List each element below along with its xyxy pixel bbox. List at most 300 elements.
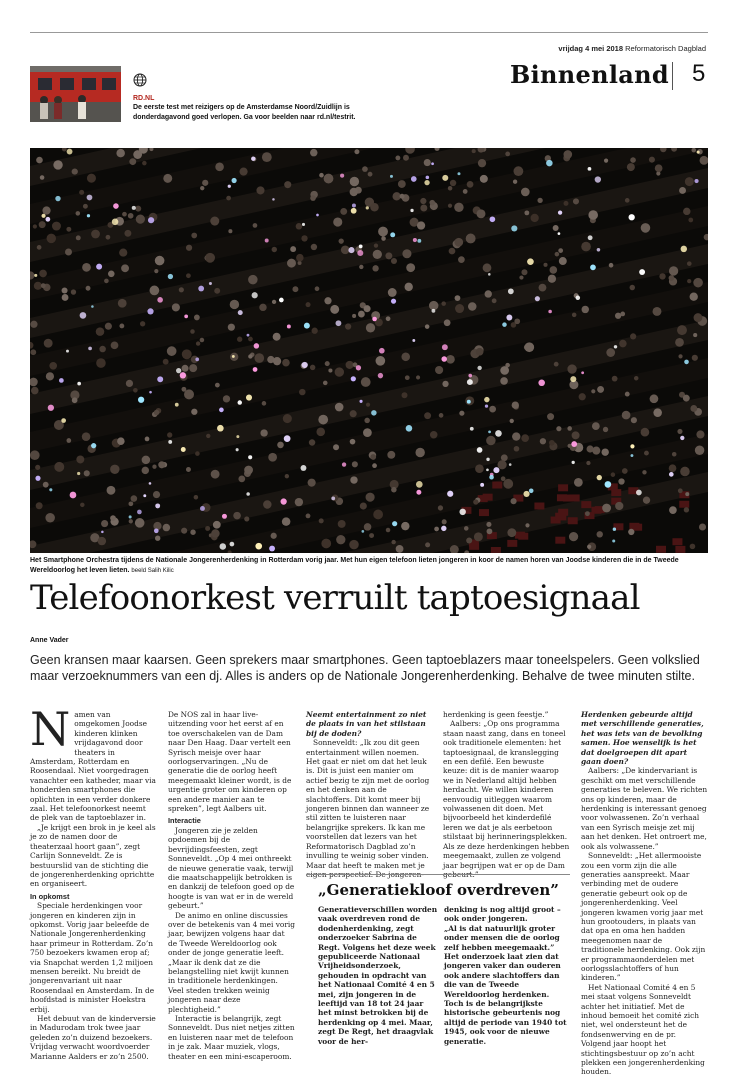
phone-light xyxy=(614,345,617,348)
audience-head xyxy=(476,348,484,356)
phone-light xyxy=(477,366,481,370)
phone-light xyxy=(129,515,132,518)
paragraph: Generatieverschillen worden vaak overdreven rond de dodenherdenking, zegt onderzoeker Sabrina de Regt. Volgens het deze week gepubliceerde Nationaal Vrijheidsonderzoek, gehouden in opdracht van het Nationaal Comité 4 en 5 mei, zijn jongeren in de leeftijd van 18 tot 24 jaar het minst betrokken bij de herdenking op 4 mei. Maar, zegt De Regt, het draagvlak voor de her- xyxy=(318,905,438,1046)
audience-head xyxy=(385,252,392,259)
audience-head xyxy=(444,319,451,326)
phone-light xyxy=(535,296,540,301)
phone-light xyxy=(605,481,612,488)
audience-head xyxy=(163,359,169,365)
section-title: Binnenland xyxy=(510,60,669,89)
audience-head xyxy=(690,405,697,412)
audience-head xyxy=(514,446,520,452)
phone-light xyxy=(181,447,186,452)
audience-head xyxy=(625,392,630,397)
phone-light xyxy=(488,430,491,433)
article-lead: Geen kransen maar kaarsen. Geen sprekers maar smartphones. Geen taptoeblazers maar toneelspelers. Geen volkslied maar verzoeknummers van een dj. Alles is anders op de Nationale Jongerenherdenking. Behalve de twee minuten stilte. xyxy=(30,653,700,683)
phone-light xyxy=(87,195,93,201)
paragraph: Het onderzoek laat zien dat jongeren vaker dan ouderen ook andere slachtoffers dan die van de Tweede Wereldoorlog herdenken. Toch is de belangrijkste historische gebeurtenis nog altijd de periode van 1940 tot 1945, ook voor de nieuwe generatie. xyxy=(444,952,567,1046)
audience-head xyxy=(310,149,317,156)
audience-head xyxy=(603,427,608,432)
audience-head xyxy=(76,235,81,240)
audience-head xyxy=(512,401,519,408)
audience-head xyxy=(287,259,296,268)
seat xyxy=(483,494,493,501)
audience-head xyxy=(539,284,547,292)
phone-light xyxy=(91,305,94,308)
audience-head xyxy=(466,234,476,244)
audience-head xyxy=(111,341,119,349)
audience-head xyxy=(296,254,304,262)
audience-head xyxy=(182,349,192,359)
audience-head xyxy=(129,519,133,523)
audience-head xyxy=(378,227,388,237)
audience-head xyxy=(505,152,510,157)
audience-head xyxy=(71,289,76,294)
paragraph: denking is nog altijd groot – ook onder jongeren. xyxy=(444,905,561,924)
audience-head xyxy=(693,333,697,337)
paragraph: Het debuut van de kinderversie in Madurodam trok twee jaar geleden zo’n duizend bezoekers. Vrijdag verwacht woordvoerder Marianne Aalders er zo’n 2500. xyxy=(30,1014,156,1061)
seat xyxy=(629,523,639,530)
audience-head xyxy=(628,529,634,535)
audience-head xyxy=(630,285,635,290)
seat xyxy=(491,547,501,553)
audience-head xyxy=(693,278,703,288)
seat xyxy=(563,495,573,502)
audience-head xyxy=(642,470,646,474)
audience-head xyxy=(700,156,708,165)
phone-light xyxy=(490,216,496,222)
phone-light xyxy=(304,323,310,329)
audience-head xyxy=(450,180,456,186)
audience-head xyxy=(374,244,378,248)
phone-light xyxy=(588,235,593,240)
audience-head xyxy=(677,429,682,434)
audience-head xyxy=(366,493,375,502)
audience-head xyxy=(54,462,64,472)
audience-head xyxy=(312,328,318,334)
audience-head xyxy=(117,437,125,445)
audience-head xyxy=(464,550,469,553)
audience-head xyxy=(62,148,67,151)
audience-head xyxy=(400,194,405,199)
audience-head xyxy=(615,502,623,510)
audience-head xyxy=(684,507,689,512)
phone-light xyxy=(630,444,634,448)
audience-head xyxy=(129,501,134,506)
audience-head xyxy=(46,372,54,380)
paper-name: Reformatorisch Dagblad xyxy=(625,44,706,53)
audience-head xyxy=(402,249,411,258)
audience-head xyxy=(44,339,53,348)
phone-light xyxy=(442,175,448,181)
seat xyxy=(656,546,666,553)
audience-head xyxy=(228,324,235,331)
audience-head xyxy=(72,397,78,403)
phone-light xyxy=(613,528,616,531)
audience-head xyxy=(354,149,359,154)
phone-light xyxy=(529,489,534,494)
audience-head xyxy=(82,263,91,272)
audience-head xyxy=(391,487,397,493)
interview-question: Herdenken gebeurde altijd met verschillende generaties, het was iets van de bevolking samen. Hoe wenselijk is het dat doelgroepen dit apart gaan doen? xyxy=(581,710,704,767)
phone-light xyxy=(359,400,362,403)
audience-head xyxy=(424,412,431,419)
audience-head xyxy=(554,362,559,367)
audience-head xyxy=(688,218,693,223)
audience-head xyxy=(36,157,43,164)
phone-light xyxy=(459,509,465,515)
phone-light xyxy=(252,292,258,298)
audience-head xyxy=(233,512,241,520)
audience-head xyxy=(105,323,112,330)
audience-head xyxy=(429,200,435,206)
audience-head xyxy=(588,210,598,220)
audience-head xyxy=(136,214,145,223)
audience-head xyxy=(687,279,691,283)
audience-head xyxy=(172,303,180,311)
audience-head xyxy=(104,279,109,284)
audience-head xyxy=(325,361,330,366)
audience-head xyxy=(477,209,486,218)
audience-head xyxy=(369,533,374,538)
audience-head xyxy=(316,428,325,437)
audience-head xyxy=(128,213,134,219)
audience-head xyxy=(306,302,311,307)
audience-head xyxy=(480,175,488,183)
phone-light xyxy=(302,362,308,368)
audience-head xyxy=(591,389,595,393)
audience-head xyxy=(537,198,542,203)
audience-head xyxy=(558,248,563,253)
audience-head xyxy=(119,249,127,257)
audience-head xyxy=(39,221,46,228)
phone-light xyxy=(639,269,645,275)
audience-head xyxy=(311,244,317,250)
phone-light xyxy=(412,339,415,342)
audience-head xyxy=(370,203,379,212)
phone-light xyxy=(361,530,364,533)
audience-head xyxy=(446,355,455,364)
phone-light xyxy=(572,461,575,464)
audience-head xyxy=(124,230,131,237)
phone-light xyxy=(372,317,377,322)
audience-head xyxy=(441,301,446,306)
audience-head xyxy=(627,163,635,171)
audience-head xyxy=(679,187,686,194)
article-column-2 xyxy=(168,710,295,1061)
phone-light xyxy=(486,458,489,461)
phone-light xyxy=(379,348,385,354)
phone-light xyxy=(168,274,173,279)
audience-head xyxy=(142,161,146,165)
audience-head xyxy=(391,540,395,544)
audience-head xyxy=(514,318,520,324)
phone-light xyxy=(222,514,227,519)
audience-head xyxy=(363,428,372,437)
audience-head xyxy=(401,392,407,398)
phone-light xyxy=(316,214,319,217)
audience-head xyxy=(333,217,342,226)
seat xyxy=(469,543,479,550)
audience-head xyxy=(386,528,391,533)
audience-head xyxy=(500,377,508,385)
audience-head xyxy=(606,348,615,357)
audience-head xyxy=(643,497,650,504)
phone-light xyxy=(219,408,224,413)
audience-head xyxy=(186,245,192,251)
audience-head xyxy=(669,464,677,472)
audience-head xyxy=(340,208,347,215)
section-divider xyxy=(672,62,673,90)
audience-head xyxy=(350,177,359,186)
audience-head xyxy=(324,297,331,304)
phone-light xyxy=(359,245,363,249)
phone-light xyxy=(684,360,689,365)
phone-light xyxy=(200,506,205,511)
audience-head xyxy=(486,436,495,445)
phone-light xyxy=(45,217,50,222)
audience-head xyxy=(521,269,527,275)
phone-light xyxy=(246,394,252,400)
audience-head xyxy=(563,150,572,159)
audience-head xyxy=(309,439,315,445)
audience-head xyxy=(669,266,678,275)
audience-head xyxy=(30,450,40,460)
audience-head xyxy=(339,238,344,243)
article-author: Anne Vader xyxy=(30,637,69,644)
audience-head xyxy=(135,206,141,212)
audience-head xyxy=(501,454,508,461)
audience-head xyxy=(500,366,509,375)
audience-head xyxy=(62,287,68,293)
phone-light xyxy=(391,299,396,304)
audience-head xyxy=(292,286,298,292)
audience-head xyxy=(442,519,447,524)
phone-light xyxy=(506,315,512,321)
phone-light xyxy=(88,347,92,351)
audience-head xyxy=(253,223,258,228)
audience-head xyxy=(691,148,696,152)
audience-head xyxy=(618,478,624,484)
dateline xyxy=(558,44,706,53)
audience-head xyxy=(486,522,491,527)
phone-light xyxy=(238,400,242,404)
audience-head xyxy=(346,361,354,369)
page-number: 5 xyxy=(692,60,706,87)
audience-head xyxy=(567,364,576,373)
audience-head xyxy=(84,470,90,476)
sidebar-column-1 xyxy=(318,905,438,1046)
phone-light xyxy=(352,204,356,208)
phone-light xyxy=(61,418,66,423)
phone-light xyxy=(426,176,430,180)
audience-head xyxy=(53,160,62,169)
phone-light xyxy=(138,397,144,403)
audience-head xyxy=(669,506,677,514)
audience-head xyxy=(602,504,611,513)
audience-head xyxy=(434,148,439,151)
paragraph: Interactie is belangrijk, zegt Sonneveldt. Dus niet netjes zitten en luisteren naar met de telefoon in je zak. Maar muziek, vlogs, theater en een mini-escaperoom. xyxy=(168,1014,295,1061)
phone-light xyxy=(467,379,473,385)
audience-head xyxy=(181,528,187,534)
audience-head xyxy=(295,498,303,506)
audience-head xyxy=(513,166,523,176)
subheading: Interactie xyxy=(168,816,201,826)
audience-head xyxy=(360,502,367,509)
audience-head xyxy=(463,189,468,194)
audience-head xyxy=(352,314,356,318)
audience-head xyxy=(226,196,231,201)
phone-light xyxy=(630,454,633,457)
audience-head xyxy=(387,451,395,459)
audience-head xyxy=(420,205,427,212)
seat xyxy=(581,501,591,508)
audience-head xyxy=(30,349,36,355)
audience-head xyxy=(47,234,56,243)
phone-light xyxy=(468,374,472,378)
phone-light xyxy=(217,425,224,432)
issue-date: vrijdag 4 mei 2018 xyxy=(558,44,624,53)
audience-head xyxy=(238,475,245,482)
audience-head xyxy=(196,341,200,345)
audience-head xyxy=(350,410,357,417)
audience-head xyxy=(586,461,590,465)
audience-head xyxy=(283,414,292,423)
audience-head xyxy=(256,186,264,194)
audience-head xyxy=(430,431,438,439)
phone-light xyxy=(527,258,534,265)
audience-head xyxy=(282,517,291,526)
phone-light xyxy=(416,481,423,488)
audience-head xyxy=(110,465,119,474)
phone-light xyxy=(392,521,397,526)
phone-light xyxy=(48,405,54,411)
audience-head xyxy=(373,250,382,259)
phone-light xyxy=(681,246,687,252)
phone-light xyxy=(411,176,417,182)
audience-head xyxy=(685,492,689,496)
teaser-text[interactable]: De eerste test met reizigers op de Amsterdamse Noord/Zuidlijn is donderdagavond goed verlopen. Ga voor beelden naar rd.nl/testrit. xyxy=(133,104,356,121)
audience-head xyxy=(140,321,145,326)
phone-light xyxy=(588,167,592,171)
audience-head xyxy=(581,242,591,252)
phone-light xyxy=(416,490,421,495)
audience-head xyxy=(592,422,600,430)
phone-light xyxy=(636,490,642,496)
audience-head xyxy=(80,503,84,507)
top-rule xyxy=(30,32,708,33)
audience-head xyxy=(310,365,315,370)
audience-head xyxy=(273,357,281,365)
audience-head xyxy=(350,188,358,196)
audience-head xyxy=(106,235,111,240)
audience-head xyxy=(158,461,165,468)
phone-light xyxy=(236,435,239,438)
audience-head xyxy=(30,342,33,349)
paragraph: „Al is dat natuurlijk groter onder mensen die de oorlog zelf hebben meegemaakt.” xyxy=(444,923,560,952)
phone-light xyxy=(571,441,577,447)
audience-head xyxy=(330,305,339,314)
audience-head xyxy=(350,439,356,445)
phone-light xyxy=(236,448,239,451)
paragraph: De animo en online discussies over de betekenis van 4 mei vorig jaar, bewijzen volgens haar dat de Tweede Wereldoorlog ook onder de jonge generatie leeft. „Maar ik denk dat ze die belangstelling niet kwijt kunnen in traditionele herdenkingen. Veel steden trekken weinig jongeren naar deze plechtigheid.” xyxy=(168,910,295,1014)
audience-head xyxy=(425,324,430,329)
audience-head xyxy=(72,168,78,174)
audience-head xyxy=(678,354,682,358)
audience-head xyxy=(190,530,195,535)
audience-head xyxy=(328,368,332,372)
phone-light xyxy=(284,435,291,442)
audience-head xyxy=(215,163,224,172)
audience-head xyxy=(87,174,96,183)
audience-head xyxy=(373,510,383,520)
audience-head xyxy=(248,275,258,285)
audience-head xyxy=(459,411,464,416)
audience-head xyxy=(420,198,426,204)
audience-head xyxy=(122,212,127,217)
audience-head xyxy=(284,181,291,188)
audience-head xyxy=(119,324,124,329)
phone-light xyxy=(157,376,163,382)
audience-head xyxy=(467,181,474,188)
audience-head xyxy=(620,312,625,317)
audience-head xyxy=(99,346,106,353)
teaser-label[interactable]: RD.NL xyxy=(133,95,155,102)
paragraph: Aalbers: „Op ons programma staan naast zang, dans en toneel ook traditionele elementen: het taptoesignaal, de kranslegging en een defilé. Een bewuste keuze: dit is de manier waarop we in Nederland altijd hebben herdacht. We willen kinderen eenvoudig uitleggen waarom volwassenen dit doen. Met bijvoorbeeld het kinderdefilé leren we dat je als eerbetoon stilstaat bij herinneringsplekken. Als ze deze herdenkingen hebben meegemaakt, zullen ze volgend jaar begrijpen wat er op de Dam gebeurt.” xyxy=(443,719,570,879)
phone-light xyxy=(629,214,635,220)
audience-head xyxy=(458,256,465,263)
audience-head xyxy=(39,270,47,278)
teaser-photo[interactable] xyxy=(30,66,121,122)
audience-head xyxy=(42,206,50,214)
seat xyxy=(534,503,544,510)
audience-head xyxy=(244,516,249,521)
audience-head xyxy=(205,526,210,531)
audience-head xyxy=(455,295,461,301)
paragraph: Sonneveldt: „Ik zou dit geen entertainment willen noemen. Het gaat er niet om dat het leuk is. Dit is juist een manier om actief bezig te zijn met de oorlog en het denken aan de slachtoffers. Dit komt meer bij jongeren binnen dan wanneer ze stil zitten te luisteren naar belangrijke sprekers. Ik kan me voorstellen dat lezers van het Reformatorisch Dagblad zo’n invulling te weinig sober vinden. Maar dat heeft te maken met je eigen perspectief. De jongeren- xyxy=(306,738,430,879)
audience-head xyxy=(259,304,266,311)
audience-head xyxy=(641,223,651,233)
audience-head xyxy=(572,431,580,439)
audience-head xyxy=(404,283,412,291)
audience-head xyxy=(110,515,116,521)
audience-head xyxy=(474,532,483,541)
audience-head xyxy=(388,288,397,297)
audience-head xyxy=(553,225,559,231)
audience-head xyxy=(401,522,409,530)
audience-head xyxy=(154,269,158,273)
phone-light xyxy=(431,162,434,165)
audience-head xyxy=(129,158,136,165)
phone-light xyxy=(558,210,562,214)
phone-light xyxy=(195,357,199,361)
audience-head xyxy=(429,301,438,310)
audience-head xyxy=(574,478,583,487)
audience-head xyxy=(564,201,569,206)
audience-head xyxy=(76,455,84,463)
phone-light xyxy=(238,310,243,315)
phone-light xyxy=(680,436,684,440)
audience-head xyxy=(194,495,199,500)
audience-head xyxy=(604,159,608,163)
phone-light xyxy=(287,324,291,328)
audience-head xyxy=(555,252,560,257)
phone-light xyxy=(697,151,700,154)
phone-light xyxy=(59,378,64,383)
audience-head xyxy=(155,256,165,266)
audience-head xyxy=(335,367,344,376)
seat xyxy=(611,489,621,496)
